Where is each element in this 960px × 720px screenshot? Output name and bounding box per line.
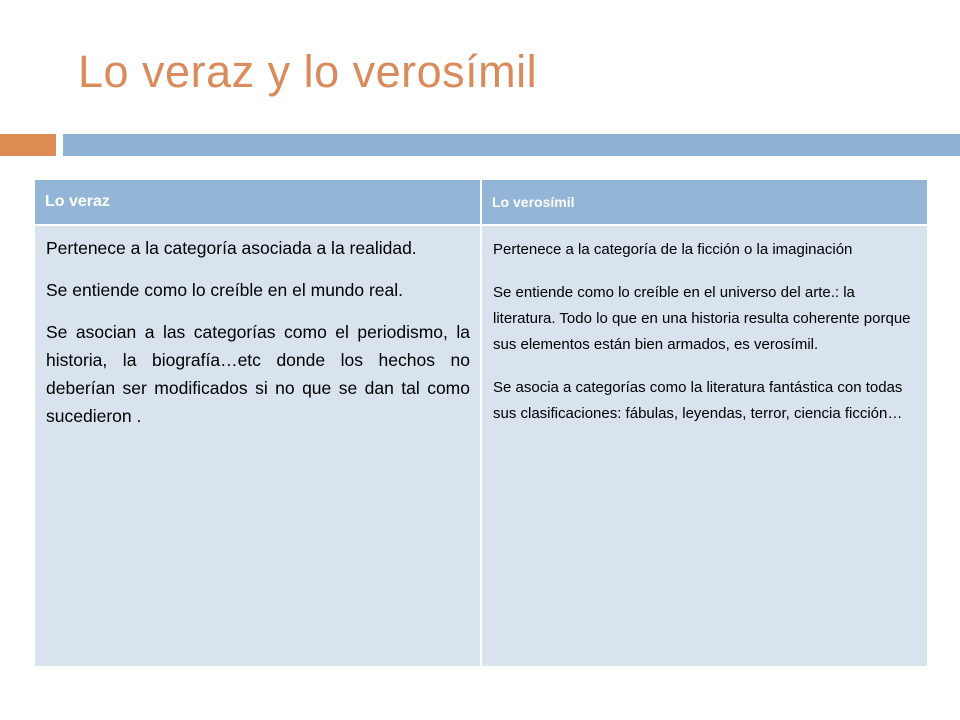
- title-accent-bar-orange: [0, 134, 56, 156]
- veraz-paragraph-1: Pertenece a la categoría asociada a la realidad.: [46, 238, 417, 258]
- table-header-row: [34, 179, 928, 225]
- verosimil-paragraph-3: Se asocia a categorías como la literatura fantástica con todas sus clasificaciones: fábulas, leyendas, terror, ciencia ficción…: [493, 379, 903, 422]
- column-header-lo-verosimil: Lo verosímil: [481, 179, 928, 225]
- title-accent-bar-blue: [63, 134, 960, 156]
- veraz-paragraph-3: Se asocian a las categorías como el periodismo, la historia, la biografía…etc donde los hechos no deberían ser modificados si no que se dan tal como sucedieron .: [46, 322, 470, 426]
- slide-title: Lo veraz y lo verosímil: [78, 46, 538, 97]
- table-body-row: [34, 225, 928, 667]
- veraz-paragraph-2: Se entiende como lo creíble en el mundo real.: [46, 280, 404, 300]
- cell-lo-verosimil: [481, 225, 928, 667]
- column-header-lo-veraz: Lo veraz: [34, 179, 481, 225]
- comparison-table: [33, 178, 929, 668]
- verosimil-paragraph-1: Pertenece a la categoría de la ficción o la imaginación: [493, 241, 853, 258]
- cell-lo-veraz: [34, 225, 481, 667]
- verosimil-paragraph-2: Se entiende como lo creíble en el universo del arte.: la literatura. Todo lo que en una historia resulta coherente porque sus elementos están bien armados, es verosímil.: [493, 284, 911, 353]
